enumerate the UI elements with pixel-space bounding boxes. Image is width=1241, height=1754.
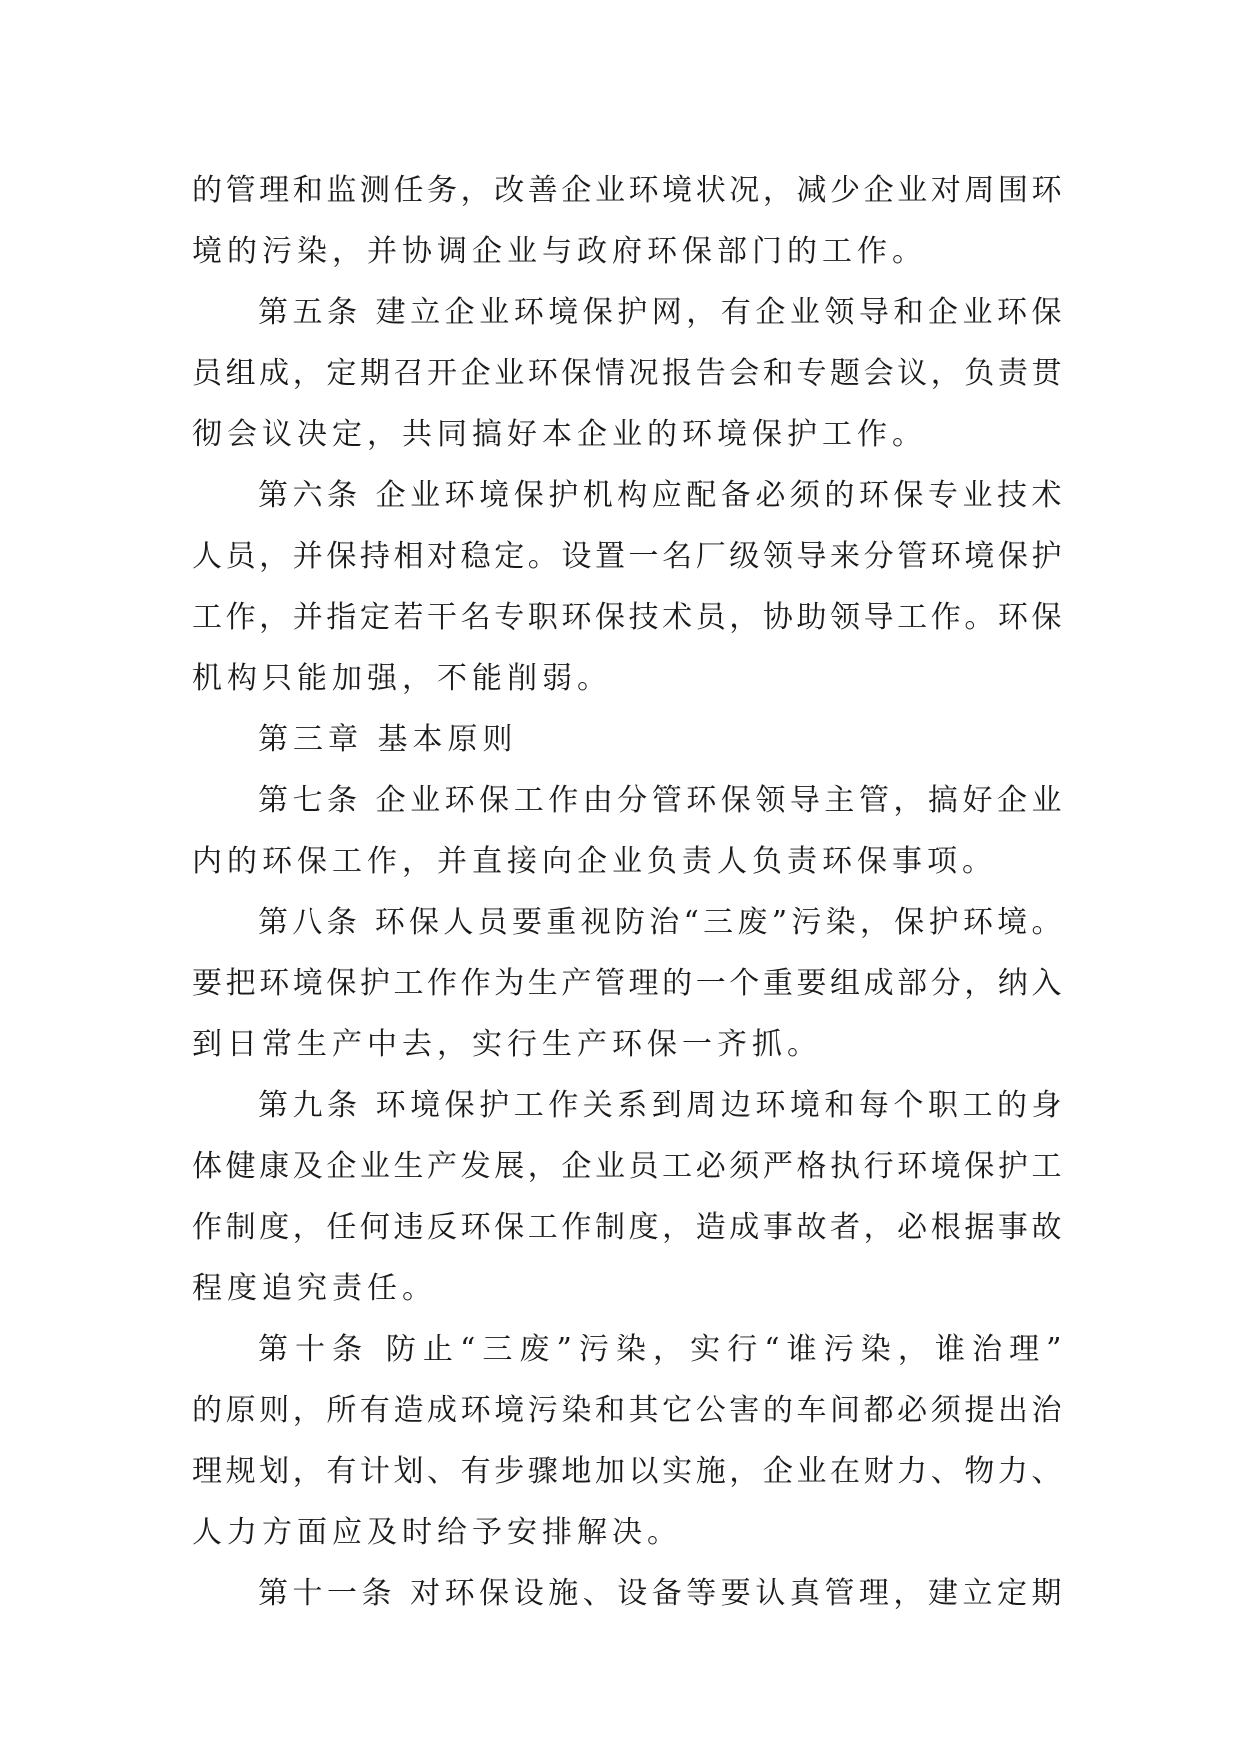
text-line-12: 内的环保工作，并直接向企业负责人负责环保事项。 xyxy=(192,844,997,879)
document-body xyxy=(192,160,1062,1624)
text-line-19: 程度追究责任。 xyxy=(192,1271,437,1306)
text-line-2: 境的污染，并协调企业与政府环保部门的工作。 xyxy=(192,234,927,269)
text-line-7: 人员，并保持相对稳定。设置一名厂级领导来分管环境保护 xyxy=(192,539,1062,574)
text-line-21: 的原则，所有造成环境污染和其它公害的车间都必须提出治 xyxy=(192,1393,1062,1428)
text-line-23: 人力方面应及时给予安排解决。 xyxy=(192,1515,682,1550)
text-line-5: 彻会议决定，共同搞好本企业的环境保护工作。 xyxy=(192,417,927,452)
text-line-8: 工作，并指定若干名专职环保技术员，协助领导工作。环保 xyxy=(192,600,1062,635)
text-line-15: 到日常生产中去，实行生产环保一齐抓。 xyxy=(192,1027,822,1062)
chapter-heading: 第三章 基本原则 xyxy=(258,722,518,757)
text-line-3: 第五条 建立企业环境保护网，有企业领导和企业环保 xyxy=(258,295,1062,330)
text-line-1: 的管理和监测任务，改善企业环境状况，减少企业对周围环 xyxy=(192,173,1062,208)
text-line-20: 第十条 防止“三废”污染，实行“谁污染，谁治理” xyxy=(258,1332,1062,1367)
text-line-11: 第七条 企业环保工作由分管环保领导主管，搞好企业 xyxy=(258,783,1062,818)
text-line-24: 第十一条 对环保设施、设备等要认真管理，建立定期 xyxy=(258,1576,1062,1611)
text-line-16: 第九条 环境保护工作关系到周边环境和每个职工的身 xyxy=(258,1088,1062,1123)
text-line-17: 体健康及企业生产发展，企业员工必须严格执行环境保护工 xyxy=(192,1149,1062,1184)
text-line-22: 理规划，有计划、有步骤地加以实施，企业在财力、物力、 xyxy=(192,1454,1062,1489)
text-line-18: 作制度，任何违反环保工作制度，造成事故者，必根据事故 xyxy=(192,1210,1062,1245)
text-line-13: 第八条 环保人员要重视防治“三废”污染，保护环境。 xyxy=(258,905,1062,940)
text-line-4: 员组成，定期召开企业环保情况报告会和专题会议，负责贯 xyxy=(192,356,1062,391)
text-line-9: 机构只能加强，不能削弱。 xyxy=(192,661,612,696)
text-line-14: 要把环境保护工作作为生产管理的一个重要组成部分，纳入 xyxy=(192,966,1062,1001)
text-line-6: 第六条 企业环境保护机构应配备必须的环保专业技术 xyxy=(258,478,1062,513)
